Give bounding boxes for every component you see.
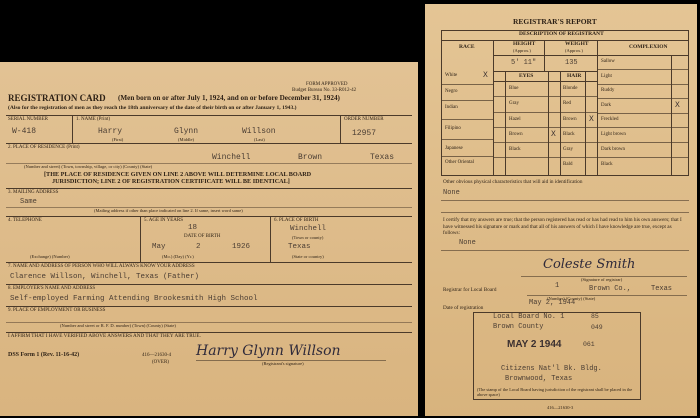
hair-blonde: Blonde: [563, 86, 578, 91]
hair-header: HAIR: [567, 73, 582, 79]
card-subtitle: (Also for the registration of men as they reach the 18th anniversary of the date of their birth on or after January 1, 1943.): [8, 105, 297, 111]
age-value: 18: [188, 224, 198, 232]
residence-state: Texas: [370, 153, 395, 162]
affirm-text: I AFFIRM THAT I HAVE VERIFIED ABOVE ANSWERS AND THAT THEY ARE TRUE.: [8, 333, 201, 339]
other-characteristics-label: Other obvious physical characteristics that will aid in identification: [443, 179, 583, 185]
race-other-oriental: Other Oriental: [445, 160, 475, 165]
race-header: RACE: [459, 44, 475, 50]
eyes-black: Black: [509, 147, 521, 152]
signature-sub: (Registrant's signature): [262, 361, 304, 366]
state-sub: (State or country): [292, 254, 324, 259]
weight-header: WEIGHT: [565, 41, 589, 47]
complexion-ruddy: Ruddy: [601, 88, 615, 93]
board-county: Brown Co.,: [589, 285, 632, 293]
eyes-brown-mark: X: [551, 130, 556, 139]
residence-note-1: [THE PLACE OF RESIDENCE GIVEN ON LINE 2 ABOVE WILL DETERMINE LOCAL BOARD: [44, 171, 312, 178]
hair-brown: Brown: [563, 117, 577, 122]
complexion-light-brown: Light brown: [601, 132, 626, 137]
height-sub: (Approx.): [513, 48, 531, 53]
stamp-line1: Local Board No. 1: [493, 313, 565, 321]
registrars-report-title: REGISTRAR'S REPORT: [513, 17, 597, 26]
dob-year: 1926: [232, 243, 251, 251]
name-label: 1. NAME (Print): [76, 117, 111, 122]
eyes-header: EYES: [519, 73, 534, 79]
registrar-signature: Coleste Smith: [543, 257, 636, 272]
age-label: 5. AGE IN YEARS: [144, 218, 183, 223]
hair-red: Red: [563, 101, 572, 106]
hair-black: Black: [563, 132, 575, 137]
date-label: Date of registration: [443, 305, 484, 311]
birthplace-label: 6. PLACE OF BIRTH: [274, 218, 319, 223]
race-filipino: Filipino: [445, 126, 461, 131]
eyes-blue: Blue: [509, 86, 519, 91]
birthplace-state: Texas: [288, 243, 311, 251]
form-id: DSS Form 1 (Rev. 11-16-42): [8, 352, 80, 358]
place-sub: (Number and street or R. F. D. number) (Town) (County) (State): [60, 323, 176, 328]
eyes-brown: Brown: [509, 132, 523, 137]
complexion-header: COMPLEXION: [629, 44, 668, 50]
dob-sub: (Mo.) (Day) (Yr.): [162, 254, 194, 259]
hair-gray: Gray: [563, 147, 573, 152]
height-header: HEIGHT: [513, 41, 536, 47]
serial-number-label: SERIAL NUMBER: [8, 117, 48, 122]
form-code-front: 416—21630-4: [142, 353, 172, 358]
residence-sub: (Number and street) (Town, township, village, or city) (County) (State): [24, 164, 153, 169]
weight-sub: (Approx.): [565, 48, 583, 53]
eyes-hazel: Hazel: [509, 117, 521, 122]
certify-text: I certify that my answers are true; that the person registered has read or has had read to him his own answers; that I have witnessed his signature or mark and that all of his answers of which I have knowledge are true, except as follows:: [443, 217, 682, 236]
first-name-value: Harry: [98, 127, 123, 136]
stamp-line4: Brownwood, Texas: [505, 375, 573, 383]
board-number: 1: [555, 282, 560, 290]
stamp-date: MAY 2 1944: [507, 339, 562, 350]
form-approved: FORM APPROVED: [306, 82, 348, 87]
complexion-light: Light: [601, 74, 612, 79]
last-name-value: Willson: [242, 127, 276, 136]
employer-label: 8. EMPLOYER'S NAME AND ADDRESS: [8, 286, 96, 291]
race-japanese: Japanese: [445, 146, 463, 151]
hair-bald: Bald: [563, 162, 573, 167]
contact-label: 7. NAME AND ADDRESS OF PERSON WHO WILL ALWAYS KNOW YOUR ADDRESS: [8, 264, 195, 269]
middle-name-value: Glynn: [174, 127, 199, 136]
stamp-num1: 85: [591, 313, 599, 320]
card-title-rest: (Men born on or after July 1, 1924, and on or before December 31, 1924): [118, 94, 340, 102]
dob-month: May: [152, 243, 166, 251]
serial-number-value: W-418: [12, 127, 37, 136]
stamp-line2: Brown County: [493, 323, 544, 331]
board-state: Texas: [651, 285, 673, 293]
registrar-sub: (Signature of registrar): [581, 277, 623, 282]
place-label: 9. PLACE OF EMPLOYMENT OR BUSINESS: [8, 308, 106, 313]
stamp-line3: Citizens Nat'l Bk. Bldg.: [501, 365, 602, 373]
employer-value: Self-employed Farming Attending Brookesmith High School: [10, 295, 258, 303]
complexion-dark: Dark: [601, 103, 611, 108]
race-white-mark: X: [483, 71, 488, 80]
mailing-label: 3. MAILING ADDRESS: [8, 190, 59, 195]
eyes-gray: Gray: [509, 101, 519, 106]
complexion-dark-mark: X: [675, 101, 680, 110]
height-value: 5' 11": [511, 59, 537, 67]
first-label: (First): [112, 137, 124, 142]
board-sub: (Number) (County) (State): [547, 296, 596, 301]
residence-note-2: JURISDICTION; LINE 2 OF REGISTRATION CERTIFICATE WILL BE IDENTICAL]: [52, 178, 290, 185]
stamp-num2: 049: [591, 324, 603, 331]
card-title: REGISTRATION CARD: [8, 93, 106, 103]
hair-brown-mark: X: [589, 115, 594, 124]
telephone-label: 4. TELEPHONE: [8, 218, 42, 223]
date-value: May 2, 1944: [529, 299, 576, 307]
dob-day: 2: [196, 243, 201, 251]
last-label: (Last): [254, 137, 265, 142]
description-title: DESCRIPTION OF REGISTRANT: [519, 31, 604, 37]
birthplace-town: Winchell: [290, 225, 327, 233]
residence-county: Brown: [298, 153, 323, 162]
residence-label: 2. PLACE OF RESIDENCE (Print): [8, 145, 80, 150]
order-number-value: 12957: [352, 129, 377, 138]
middle-label: (Middle): [178, 137, 194, 142]
weight-value: 135: [565, 59, 578, 67]
form-code-back: 416—21630-3: [547, 405, 574, 410]
registrant-signature: Harry Glynn Willson: [196, 343, 341, 359]
mailing-value: Same: [20, 198, 37, 206]
dob-label: DATE OF BIRTH: [184, 234, 221, 239]
mailing-sub: (Mailing address if other than place indicated on line 2. If same, insert word same): [94, 208, 243, 213]
complexion-sallow: Sallow: [601, 59, 615, 64]
complexion-black: Black: [601, 162, 613, 167]
race-negro: Negro: [445, 89, 458, 94]
other-characteristics-value: None: [443, 189, 460, 197]
race-indian: Indian: [445, 105, 458, 110]
contact-value: Clarence Willson, Winchell, Texas (Father): [10, 273, 200, 281]
order-number-label: ORDER NUMBER: [344, 117, 384, 122]
registrars-report-back: [425, 4, 697, 416]
over-label: (OVER): [152, 360, 169, 365]
complexion-dark-brown: Dark brown: [601, 147, 626, 152]
stamp-num3: 061: [583, 341, 595, 348]
race-white: White: [445, 73, 458, 78]
board-label: Registrar for Local Board: [443, 287, 497, 293]
stamp-caption: (The stamp of the Local Board having jurisdiction of the registrant shall be placed in the above space): [477, 387, 633, 398]
budget-bureau: Budget Bureau No. 33-R012-42: [292, 88, 357, 93]
registration-card-front: [0, 62, 418, 416]
residence-town: Winchell: [212, 153, 251, 162]
town-sub: (Town or county): [292, 235, 324, 240]
exceptions-value: None: [459, 239, 476, 247]
exchange-label: (Exchange) (Number): [30, 254, 70, 259]
complexion-freckled: Freckled: [601, 117, 619, 122]
